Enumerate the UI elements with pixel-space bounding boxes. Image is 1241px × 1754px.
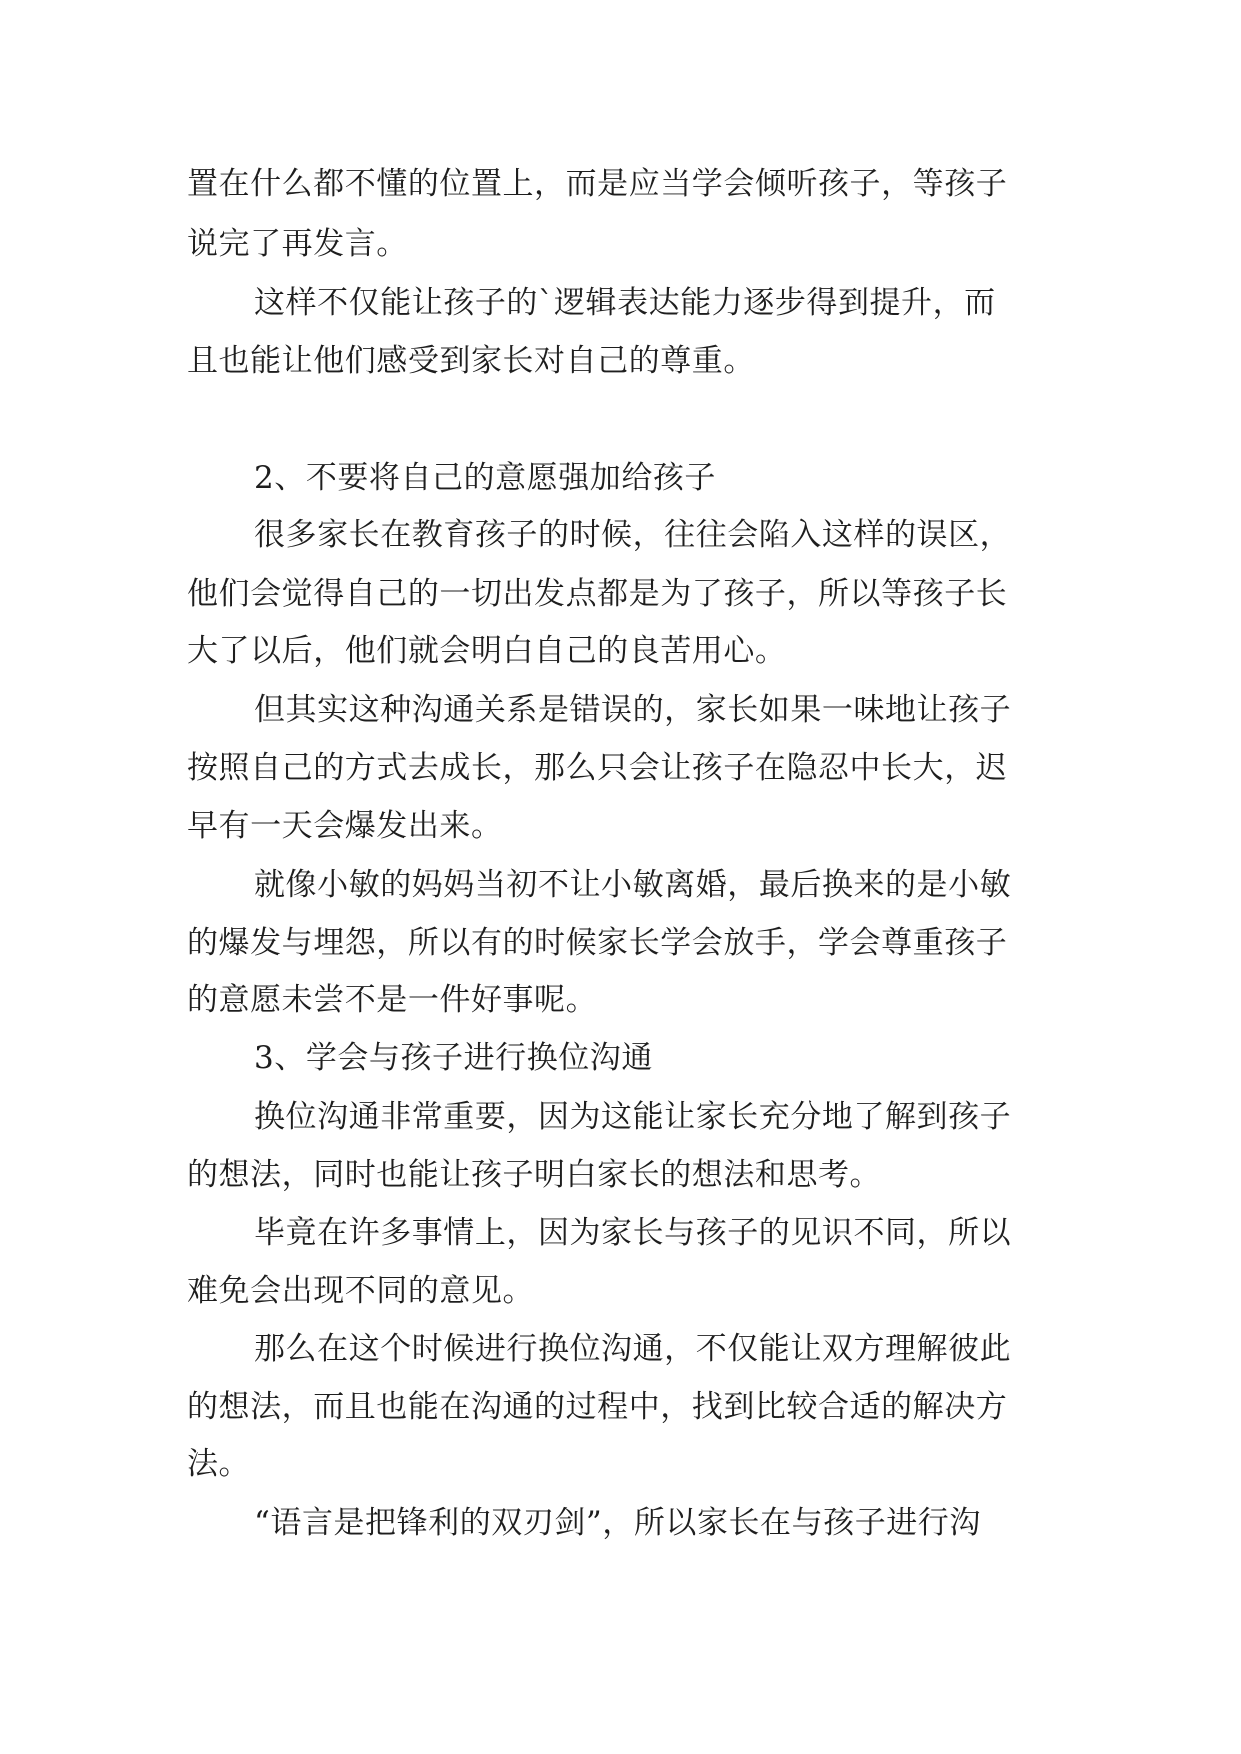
paragraph-line: 很多家长在教育孩子的时候，往往会陷入这样的误区， xyxy=(254,517,1012,553)
paragraph-line: 的想法，同时也能让孩子明白家长的想法和思考。 xyxy=(187,1157,882,1193)
paragraph-line: 法。 xyxy=(187,1446,251,1482)
paragraph-line: 按照自己的方式去成长，那么只会让孩子在隐忍中长大，迟 xyxy=(187,750,1008,786)
paragraph-line: 且也能让他们感受到家长对自己的尊重。 xyxy=(187,343,755,379)
paragraph-line: 就像小敏的妈妈当初不让小敏离婚，最后换来的是小敏 xyxy=(254,867,1012,903)
paragraph-line: 他们会觉得自己的一切出发点都是为了孩子，所以等孩子长 xyxy=(187,576,1008,612)
section-heading-2: 2、不要将自己的意愿强加给孩子 xyxy=(254,460,716,496)
paragraph-line: 的爆发与埋怨，所以有的时候家长学会放手，学会尊重孩子 xyxy=(187,925,1008,961)
paragraph-line: 难免会出现不同的意见。 xyxy=(187,1273,535,1309)
paragraph-line: 那么在这个时候进行换位沟通，不仅能让双方理解彼此 xyxy=(254,1331,1012,1367)
paragraph-line: 换位沟通非常重要，因为这能让家长充分地了解到孩子 xyxy=(254,1099,1012,1135)
paragraph-line: 但其实这种沟通关系是错误的，家长如果一味地让孩子 xyxy=(254,692,1012,728)
paragraph-line: 的意愿未尝不是一件好事呢。 xyxy=(187,982,598,1018)
paragraph-line: 置在什么都不懂的位置上，而是应当学会倾听孩子，等孩子 xyxy=(187,166,1008,202)
paragraph-line: 毕竟在许多事情上，因为家长与孩子的见识不同，所以 xyxy=(254,1215,1012,1251)
paragraph-line: 说完了再发言。 xyxy=(187,226,408,262)
paragraph-line: 这样不仅能让孩子的`逻辑表达能力逐步得到提升，而 xyxy=(254,285,996,321)
paragraph-line: 大了以后，他们就会明白自己的良苦用心。 xyxy=(187,633,787,669)
paragraph-line: “语言是把锋利的双刃剑”，所以家长在与孩子进行沟 xyxy=(254,1505,981,1541)
section-heading-3: 3、学会与孩子进行换位沟通 xyxy=(254,1040,653,1076)
paragraph-line: 的想法，而且也能在沟通的过程中，找到比较合适的解决方 xyxy=(187,1389,1008,1425)
paragraph-line: 早有一天会爆发出来。 xyxy=(187,808,503,844)
